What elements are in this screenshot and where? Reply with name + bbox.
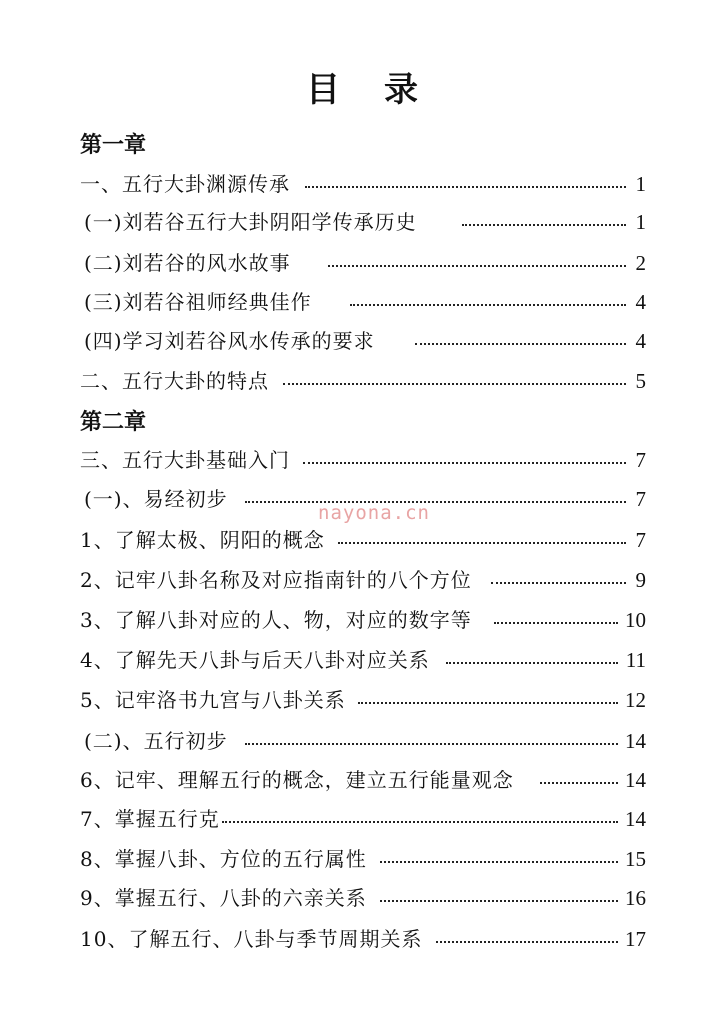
toc-entry-text: 1、了解太极、阴阳的概念 [80,528,325,552]
toc-entry-text: 9、掌握五行、八卦的六亲关系 [80,886,367,910]
dot-leader [245,501,626,503]
dot-leader [462,224,626,226]
toc-entry-text: 10、了解五行、八卦与季节周期关系 [80,927,423,951]
toc-entry[interactable] [0,327,724,355]
toc-entry[interactable] [0,845,724,873]
dot-leader [350,304,626,306]
toc-entry-page: 12 [625,688,646,712]
toc-entry-text: (四)学习刘若谷风水传承的要求 [84,329,375,353]
toc-entry[interactable] [0,170,724,198]
dot-leader [328,265,626,267]
toc-entry[interactable] [0,766,724,794]
toc-entry-page: 5 [635,369,646,393]
toc-entry-page: 4 [635,329,646,353]
dot-leader [380,861,618,863]
toc-entry-text: 8、掌握八卦、方位的五行属性 [80,847,367,871]
toc-entry-text: 5、记牢洛书九宫与八卦关系 [80,688,346,712]
toc-entry[interactable] [0,446,724,474]
dot-leader [491,582,626,584]
chapter-heading-2: 第二章 [80,410,147,435]
toc-entry[interactable] [0,249,724,277]
dot-leader [415,343,626,345]
toc-entry-page: 7 [635,487,646,511]
toc-entry-page: 16 [625,886,646,910]
toc-entry-page: 9 [635,568,646,592]
toc-entry-text: 7、掌握五行克 [80,807,220,831]
toc-entry[interactable] [0,566,724,594]
dot-leader [222,821,618,823]
dot-leader [245,743,618,745]
toc-entry-text: (二)刘若谷的风水故事 [84,251,291,275]
toc-entry[interactable] [0,526,724,554]
dot-leader [283,383,626,385]
dot-leader [338,542,626,544]
toc-entry[interactable] [0,606,724,634]
toc-entry-page: 4 [635,290,646,314]
toc-entry[interactable] [0,367,724,395]
toc-entry-text: (一)、易经初步 [84,487,228,511]
toc-entry-page: 14 [625,768,646,792]
toc-entry[interactable] [0,925,724,953]
toc-entry-page: 1 [635,172,646,196]
toc-entry-text: 一、五行大卦渊源传承 [80,172,290,196]
toc-entry[interactable] [0,686,724,714]
toc-entry-text: 4、了解先天八卦与后天八卦对应关系 [80,648,430,672]
toc-entry-page: 14 [625,729,646,753]
toc-entry-text: 三、五行大卦基础入门 [80,448,290,472]
toc-entry[interactable] [0,646,724,674]
toc-entry-text: 3、了解八卦对应的人、物，对应的数字等 [80,608,472,632]
dot-leader [305,186,626,188]
toc-entry-text: (三)刘若谷祖师经典佳作 [84,290,312,314]
toc-entry-page: 10 [625,608,646,632]
chapter-heading-1: 第一章 [80,133,147,158]
dot-leader [358,702,618,704]
toc-entry[interactable] [0,288,724,316]
dot-leader [540,782,618,784]
toc-entry[interactable] [0,727,724,755]
toc-entry-text: (一)刘若谷五行大卦阴阳学传承历史 [84,210,417,234]
toc-entry-page: 14 [625,807,646,831]
toc-entry[interactable] [0,884,724,912]
toc-entry-page: 2 [635,251,646,275]
toc-entry-page: 1 [635,210,646,234]
toc-entry[interactable] [0,805,724,833]
toc-entry-text: 2、记牢八卦名称及对应指南针的八个方位 [80,568,472,592]
toc-entry-page: 17 [625,927,646,951]
dot-leader [380,900,618,902]
dot-leader [446,662,618,664]
toc-entry-page: 7 [635,448,646,472]
page-title: 目录 [306,70,462,110]
toc-entry-page: 7 [635,528,646,552]
toc-entry-text: (二)、五行初步 [84,729,228,753]
dot-leader [436,941,618,943]
toc-entry-page: 15 [625,847,646,871]
toc-entry-page: 11 [625,648,646,672]
toc-entry[interactable] [0,208,724,236]
toc-entry-text: 二、五行大卦的特点 [80,369,269,393]
watermark: nayona.cn [318,502,430,524]
dot-leader [494,622,618,624]
dot-leader [303,462,626,464]
toc-entry-text: 6、记牢、理解五行的概念，建立五行能量观念 [80,768,514,792]
